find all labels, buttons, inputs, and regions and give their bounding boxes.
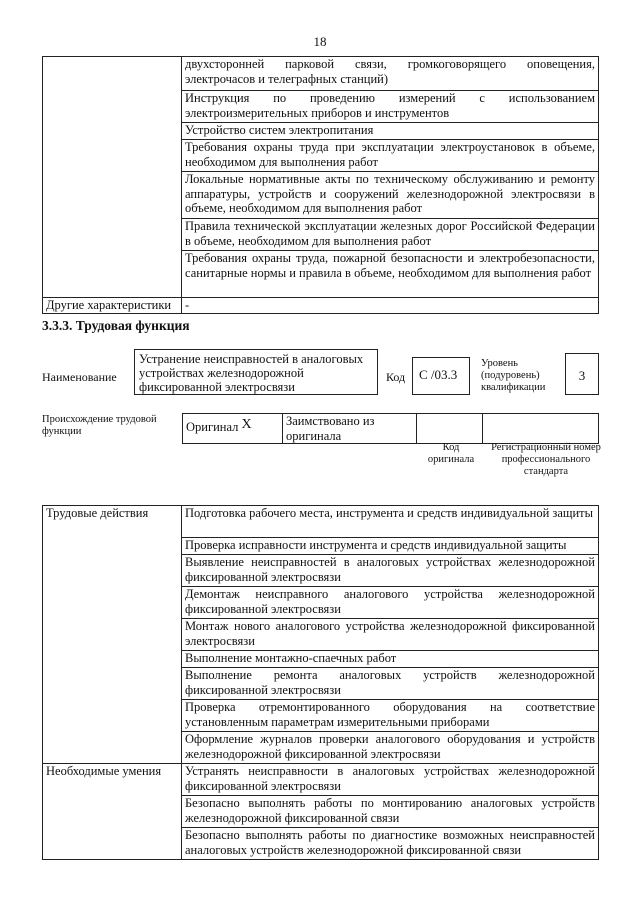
table-cell: Подготовка рабочего места, инструмента и средств индивидуальной защиты bbox=[182, 506, 599, 538]
original-label: Оригинал bbox=[183, 414, 239, 444]
table-cell: Выполнение монтажно-спаечных работ bbox=[182, 651, 599, 668]
table-cell: Выявление неисправностей в аналоговых устройствах железнодорожной фиксированной электросвязи bbox=[182, 555, 599, 587]
actions-label: Трудовые действия bbox=[43, 506, 182, 764]
actions-table bbox=[42, 505, 599, 860]
origin-label: Происхождение трудовой функции bbox=[42, 414, 157, 437]
table-cell: Требования охраны труда при эксплуатации электроустановок в объеме, необходимом для выполнения работ bbox=[182, 140, 599, 172]
table-cell: Инструкция по проведению измерений с использованием электроизмерительных приборов и инструментов bbox=[182, 91, 599, 123]
table-cell: Устранять неисправности в аналоговых устройствах железнодорожной фиксированной электросвязи bbox=[182, 764, 599, 796]
table-cell: Оформление журналов проверки аналогового оборудования и устройств железнодорожной фиксированной электросвязи bbox=[182, 732, 599, 764]
name-label: Наименование bbox=[42, 370, 117, 384]
registration-number-cell bbox=[483, 414, 599, 444]
table-cell: Требования охраны труда, пожарной безопасности и электробезопасности, санитарные нормы и правила в объеме, необходимом для выполнения работ bbox=[182, 251, 599, 298]
registration-caption: Регистрационный номер профессионального стандарта bbox=[491, 442, 601, 477]
skills-label: Необходимые умения bbox=[43, 764, 182, 860]
table-cell: Демонтаж неисправного аналогового устройства железнодорожной фиксированной электросвязи bbox=[182, 587, 599, 619]
original-code-cell bbox=[417, 414, 483, 444]
other-characteristics-label: Другие характеристики bbox=[43, 298, 182, 314]
table-cell: Правила технической эксплуатации железных дорог Российской Федерации в объеме, необходимом для выполнения работ bbox=[182, 219, 599, 251]
knowledge-table bbox=[42, 56, 599, 314]
table-cell: Монтаж нового аналогового устройства железнодорожной фиксированной электросвязи bbox=[182, 619, 599, 651]
table-cell: двухсторонней парковой связи, громкоговорящего оповещения, электрочасов и телеграфных станций) bbox=[182, 57, 599, 91]
original-code-caption: Код оригинала bbox=[427, 442, 475, 465]
table-cell: Локальные нормативные акты по техническому обслуживанию и ремонту аппаратуры, устройств и сооружений железнодорожной электросвязи в объеме, необходимом для выполнения работ bbox=[182, 172, 599, 219]
code-value: C /03.3 bbox=[412, 357, 470, 395]
table-cell: Проверка исправности инструмента и средств индивидуальной защиты bbox=[182, 538, 599, 555]
page-number: 18 bbox=[313, 34, 327, 49]
table-cell: Безопасно выполнять работы по монтированию аналоговых устройств железнодорожной фиксированной связи bbox=[182, 796, 599, 828]
level-value: 3 bbox=[565, 353, 599, 395]
code-label: Код bbox=[386, 370, 406, 384]
section-title: 3.3.3. Трудовая функция bbox=[42, 318, 190, 333]
borrowed-label: Заимствовано из оригинала bbox=[283, 414, 417, 444]
table-cell: Проверка отремонтированного оборудования на соответствие установленным параметрам измерительными приборами bbox=[182, 700, 599, 732]
original-mark: X bbox=[239, 414, 283, 444]
function-name: Устранение неисправностей в аналоговых устройствах железнодорожной фиксированной электросвязи bbox=[134, 349, 378, 395]
table-cell: Устройство систем электропитания bbox=[182, 123, 599, 140]
table-cell: Безопасно выполнять работы по диагностике возможных неисправностей аналоговых устройств железнодорожной фиксированной связи bbox=[182, 828, 599, 860]
origin-table bbox=[182, 413, 599, 444]
table-cell: Выполнение ремонта аналоговых устройств железнодорожной фиксированной электросвязи bbox=[182, 668, 599, 700]
other-characteristics-value: - bbox=[182, 298, 599, 314]
level-label: Уровень (подуровень) квалификации bbox=[481, 358, 546, 393]
table-cell bbox=[43, 57, 182, 298]
